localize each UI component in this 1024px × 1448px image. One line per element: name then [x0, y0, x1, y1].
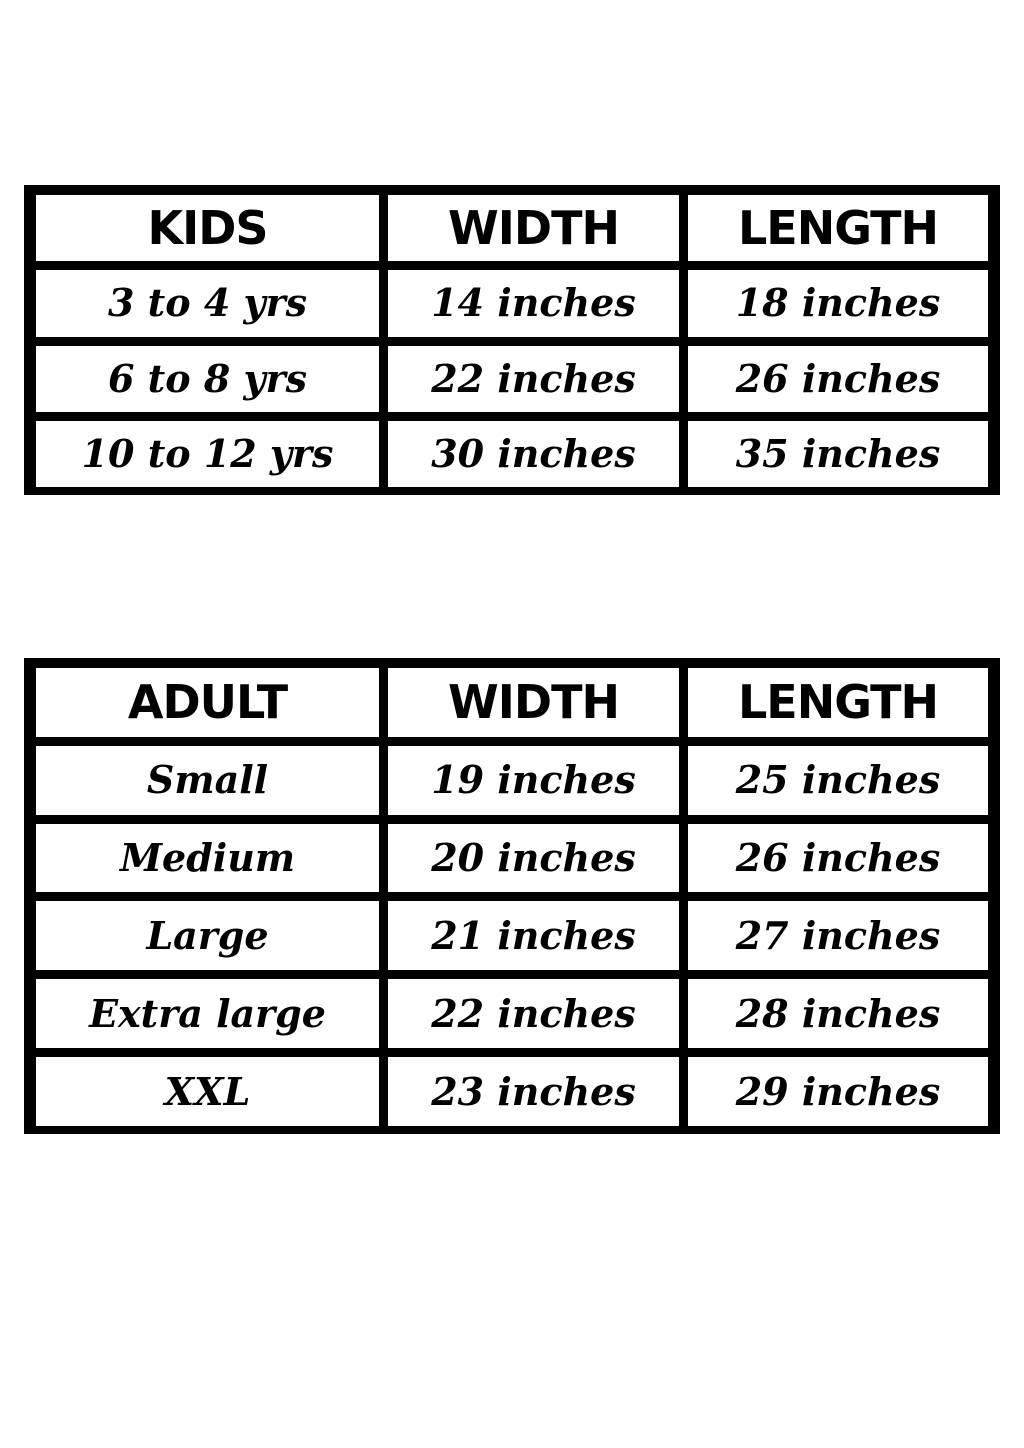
- length-cell: [688, 421, 988, 487]
- width-cell: [388, 901, 679, 970]
- width-value: 30 inches: [431, 430, 636, 476]
- length-cell: [688, 1057, 988, 1126]
- width-cell: [388, 746, 679, 815]
- adult-size-table: [24, 658, 1000, 1134]
- header-cell-width: [388, 668, 679, 737]
- size-cell: [36, 824, 379, 893]
- length-value: 18 inches: [735, 280, 941, 326]
- width-value: 19 inches: [431, 757, 636, 803]
- length-cell: [688, 270, 988, 336]
- length-cell: [688, 979, 988, 1048]
- width-value: 21 inches: [431, 912, 636, 958]
- size-cell: [36, 421, 379, 487]
- size-cell: [36, 979, 379, 1048]
- width-value: 20 inches: [431, 835, 636, 881]
- size-label: Small: [146, 757, 269, 803]
- kids-size-table: [24, 185, 1000, 495]
- width-cell: [388, 421, 679, 487]
- size-label: XXL: [164, 1068, 251, 1114]
- header-label: KIDS: [147, 201, 268, 256]
- width-cell: [388, 824, 679, 893]
- header-cell-width: [388, 195, 679, 261]
- length-cell: [688, 824, 988, 893]
- size-label: 10 to 12 yrs: [81, 430, 334, 476]
- header-cell-adult: [36, 668, 379, 737]
- table-row: [36, 901, 988, 970]
- size-label: 6 to 8 yrs: [108, 355, 307, 401]
- header-label: LENGTH: [737, 201, 939, 256]
- length-cell: [688, 746, 988, 815]
- table-header-row: [36, 195, 988, 261]
- size-label: Medium: [119, 835, 296, 881]
- length-value: 27 inches: [735, 912, 941, 958]
- header-label: ADULT: [127, 675, 288, 730]
- size-label: Extra large: [89, 990, 326, 1036]
- header-cell-length: [688, 195, 988, 261]
- size-cell: [36, 1057, 379, 1126]
- width-cell: [388, 1057, 679, 1126]
- header-cell-length: [688, 668, 988, 737]
- table-row: [36, 824, 988, 893]
- length-cell: [688, 901, 988, 970]
- length-value: 25 inches: [735, 757, 941, 803]
- width-value: 22 inches: [431, 355, 636, 401]
- size-label: 3 to 4 yrs: [108, 280, 307, 326]
- length-value: 26 inches: [735, 835, 941, 881]
- size-cell: [36, 270, 379, 336]
- width-cell: [388, 346, 679, 412]
- header-label: WIDTH: [448, 675, 619, 730]
- table-row: [36, 270, 988, 336]
- length-value: 26 inches: [735, 355, 941, 401]
- size-cell: [36, 346, 379, 412]
- width-cell: [388, 270, 679, 336]
- table-row: [36, 1057, 988, 1126]
- size-cell: [36, 901, 379, 970]
- header-label: LENGTH: [737, 675, 939, 730]
- width-value: 14 inches: [431, 280, 636, 326]
- width-value: 23 inches: [431, 1068, 636, 1114]
- table-row: [36, 421, 988, 487]
- length-value: 35 inches: [735, 430, 941, 476]
- table-row: [36, 746, 988, 815]
- width-cell: [388, 979, 679, 1048]
- length-cell: [688, 346, 988, 412]
- table-row: [36, 346, 988, 412]
- table-row: [36, 979, 988, 1048]
- length-value: 28 inches: [735, 990, 941, 1036]
- table-header-row: [36, 668, 988, 737]
- size-cell: [36, 746, 379, 815]
- width-value: 22 inches: [431, 990, 636, 1036]
- size-label: Large: [146, 912, 269, 958]
- header-label: WIDTH: [448, 201, 619, 256]
- header-cell-kids: [36, 195, 379, 261]
- length-value: 29 inches: [735, 1068, 941, 1114]
